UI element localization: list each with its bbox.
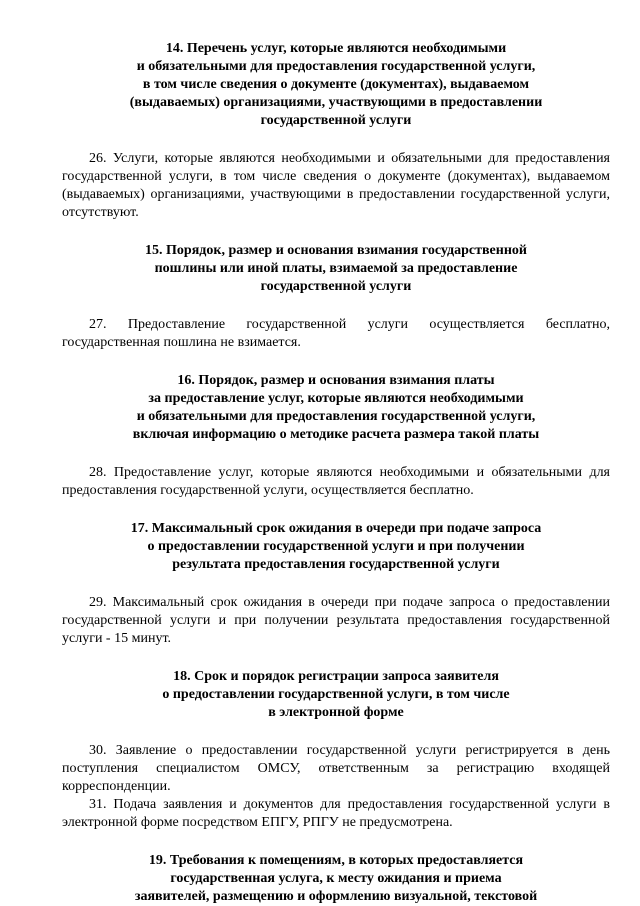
section-heading-15 — [62, 242, 610, 296]
heading-line: за предоставление услуг, которые являются необходимыми — [148, 391, 524, 406]
heading-line: 19. Требования к помещениям, в которых предоставляется — [148, 853, 524, 868]
document-page — [62, 40, 610, 906]
heading-line: государственная услуга, к месту ожидания и приема — [170, 871, 502, 886]
paragraph-29: 29. Максимальный срок ожидания в очереди при подаче запроса о предоставлении государственной услуги и при получении результата предоставления государственной услуги - 15 минут. — [62, 595, 610, 646]
heading-line: 14. Перечень услуг, которые являются необходимыми — [165, 41, 507, 56]
heading-line: пошлины или иной платы, взимаемой за предоставление — [154, 261, 518, 276]
heading-line: 18. Срок и порядок регистрации запроса заявителя — [173, 669, 499, 684]
section-heading-18 — [62, 668, 610, 722]
paragraph-27: 27. Предоставление государственной услуги осуществляется бесплатно, государственная пошлина не взимается. — [62, 317, 610, 350]
section-heading-17 — [62, 520, 610, 574]
heading-line: результата предоставления государственной услуги — [172, 557, 500, 572]
heading-line: о предоставлении государственной услуги, в том числе — [162, 687, 510, 702]
section-heading-14 — [62, 40, 610, 130]
paragraph-28: 28. Предоставление услуг, которые являются необходимыми и обязательными для предоставления государственной услуги, осуществляется бесплатно. — [62, 465, 610, 498]
heading-line: в том числе сведения о документе (документах), выдаваемом — [142, 77, 530, 92]
section-heading-16 — [62, 372, 610, 444]
heading-line: в электронной форме — [268, 705, 404, 720]
heading-line: включая информацию о методике расчета размера такой платы — [132, 427, 540, 442]
heading-line: 16. Порядок, размер и основания взимания платы — [177, 373, 495, 388]
paragraph-30: 30. Заявление о предоставлении государственной услуги регистрируется в день поступления специалистом ОМСУ, ответственным за регистрацию входящей корреспонденции. — [62, 743, 610, 794]
section-heading-19 — [62, 852, 610, 906]
paragraph-26: 26. Услуги, которые являются необходимыми и обязательными для предоставления государственной услуги, в том числе сведения о документе (документах), выдаваемом (выдаваемых) организациями, участвующими в предоставлении государственной услуги, отсутствуют. — [62, 151, 610, 220]
heading-line: заявителей, размещению и оформлению визуальной, текстовой — [134, 889, 538, 904]
heading-line: 17. Максимальный срок ожидания в очереди при подаче запроса — [130, 521, 542, 536]
heading-line: 15. Порядок, размер и основания взимания государственной — [145, 243, 527, 258]
heading-line: о предоставлении государственной услуги и при получении — [147, 539, 525, 554]
heading-line: и обязательными для предоставления государственной услуги, — [136, 409, 536, 424]
heading-line: государственной услуги — [260, 113, 412, 128]
heading-line: государственной услуги — [260, 279, 412, 294]
paragraph-31: 31. Подача заявления и документов для предоставления государственной услуги в электронной форме посредством ЕПГУ, РПГУ не предусмотрена. — [62, 797, 610, 830]
heading-line: (выдаваемых) организациями, участвующими в предоставлении — [129, 95, 543, 110]
heading-line: и обязательными для предоставления государственной услуги, — [136, 59, 536, 74]
